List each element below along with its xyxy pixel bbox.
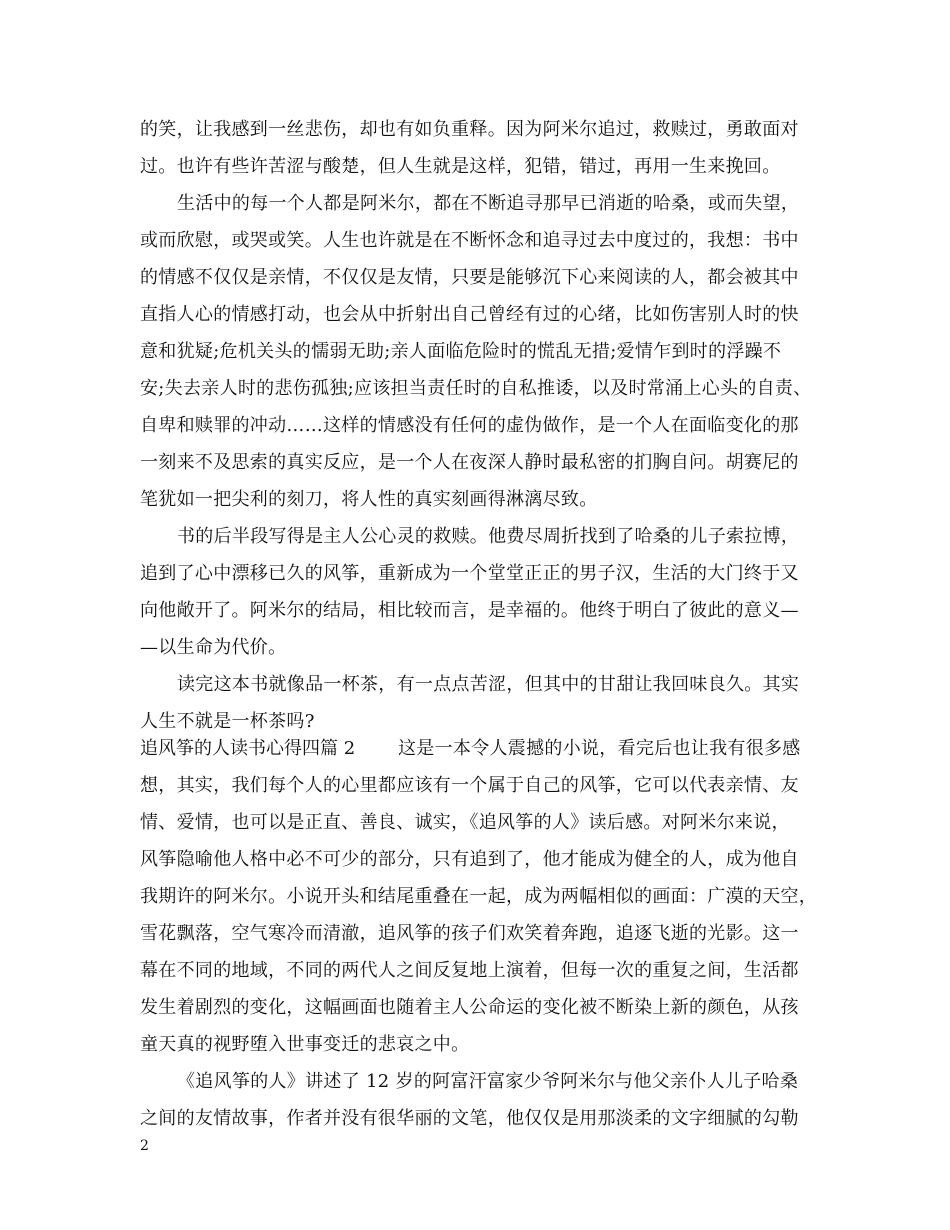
paragraph-line: 《追风筝的人》讲述了 12 岁的阿富汗富家少爷阿米尔与他父亲仆人儿子哈桑 (177, 1071, 799, 1092)
paragraph-line: 幕在不同的地域，不同的两代人之间反复地上演着，但每一次的重复之间，生活都 (140, 960, 799, 981)
paragraph-line: 童天真的视野堕入世事变迁的悲哀之中。 (140, 1034, 470, 1055)
paragraph-line: 书的后半段写得是主人公心灵的救赎。他费尽周折找到了哈桑的儿子索拉博， (177, 526, 800, 547)
paragraph-line: 向他敞开了。阿米尔的结局，相比较而言，是幸福的。他终于明白了彼此的意义— (140, 600, 799, 621)
paragraph-line: 风筝隐喻他人格中必不可少的部分，只有追到了，他才能成为健全的人，成为他自 (140, 849, 799, 870)
paragraph-line: 意和犹疑;危机关头的懦弱无助;亲人面临危险时的慌乱无措;爱情乍到时的浮躁不 (140, 341, 782, 362)
paragraph-line: 的情感不仅仅是亲情，不仅仅是友情，只要是能够沉下心来阅读的人，都会被其中 (140, 267, 799, 288)
paragraph-line: 情、爱情，也可以是正直、善良、诚实，《追风筝的人》读后感。对阿米尔来说， (140, 812, 790, 833)
paragraph-line: 人生不就是一杯茶吗? (140, 711, 315, 732)
paragraph-line: 自卑和赎罪的冲动……这样的情感没有任何的虚伪做作，是一个人在面临变化的那 (140, 415, 799, 436)
paragraph-line: 我期许的阿米尔。小说开头和结尾重叠在一起，成为两幅相似的画面：广漠的天空， (140, 886, 818, 907)
paragraph-line: 想，其实，我们每个人的心里都应该有一个属于自己的风筝，它可以代表亲情、友 (140, 775, 799, 796)
paragraph-line: 的笑，让我感到一丝悲伤，却也有如负重释。因为阿米尔追过，救赎过，勇敢面对 (140, 119, 799, 140)
paragraph-line: 一刻来不及思索的真实反应，是一个人在夜深人静时最私密的扪胸自问。胡赛尼的 (140, 452, 799, 473)
paragraph-line: 直指人心的情感打动，也会从中折射出自己曾经有过的心绪，比如伤害别人时的快 (140, 304, 799, 325)
paragraph-line: 之间的友情故事，作者并没有很华丽的文笔，他仅仅是用那淡柔的文字细腻的勾勒 (140, 1108, 799, 1129)
paragraph-line: 过。也许有些许苦涩与酸楚，但人生就是这样，犯错，错过，再用一生来挽回。 (140, 156, 781, 177)
paragraph-line: 读完这本书就像品一杯茶，有一点点苦涩，但其中的甘甜让我回味良久。其实 (177, 674, 800, 695)
paragraph-line: 追到了心中漂移已久的风筝，重新成为一个堂堂正正的男子汉，生活的大门终于又 (140, 563, 799, 584)
paragraph-line: 或而欣慰，或哭或笑。人生也许就是在不断怀念和追寻过去中度过的，我想：书中 (140, 230, 799, 251)
paragraph-line: 笔犹如一把尖利的刻刀，将人性的真实刻画得淋漓尽致。 (140, 489, 598, 510)
paragraph-line: 安;失去亲人时的悲伤孤独;应该担当责任时的自私推诿，以及时常涌上心头的自责、 (140, 378, 812, 399)
page-number: 2 (140, 1138, 149, 1154)
section-heading: 追风筝的人读书心得四篇 2 (140, 738, 356, 759)
paragraph-line: 发生着剧烈的变化，这幅画面也随着主人公命运的变化被不断染上新的颜色，从孩 (140, 997, 799, 1018)
paragraph-line: 生活中的每一个人都是阿米尔，都在不断追寻那早已消逝的哈桑，或而失望， (177, 193, 800, 214)
paragraph-line: 这是一本令人震撼的小说，看完后也让我有很多感 (398, 738, 801, 759)
paragraph-line: 雪花飘落，空气寒冷而清澈，追风筝的孩子们欢笑着奔跑，追逐飞逝的光影。这一 (140, 923, 799, 944)
paragraph-line: —以生命为代价。 (140, 637, 287, 658)
